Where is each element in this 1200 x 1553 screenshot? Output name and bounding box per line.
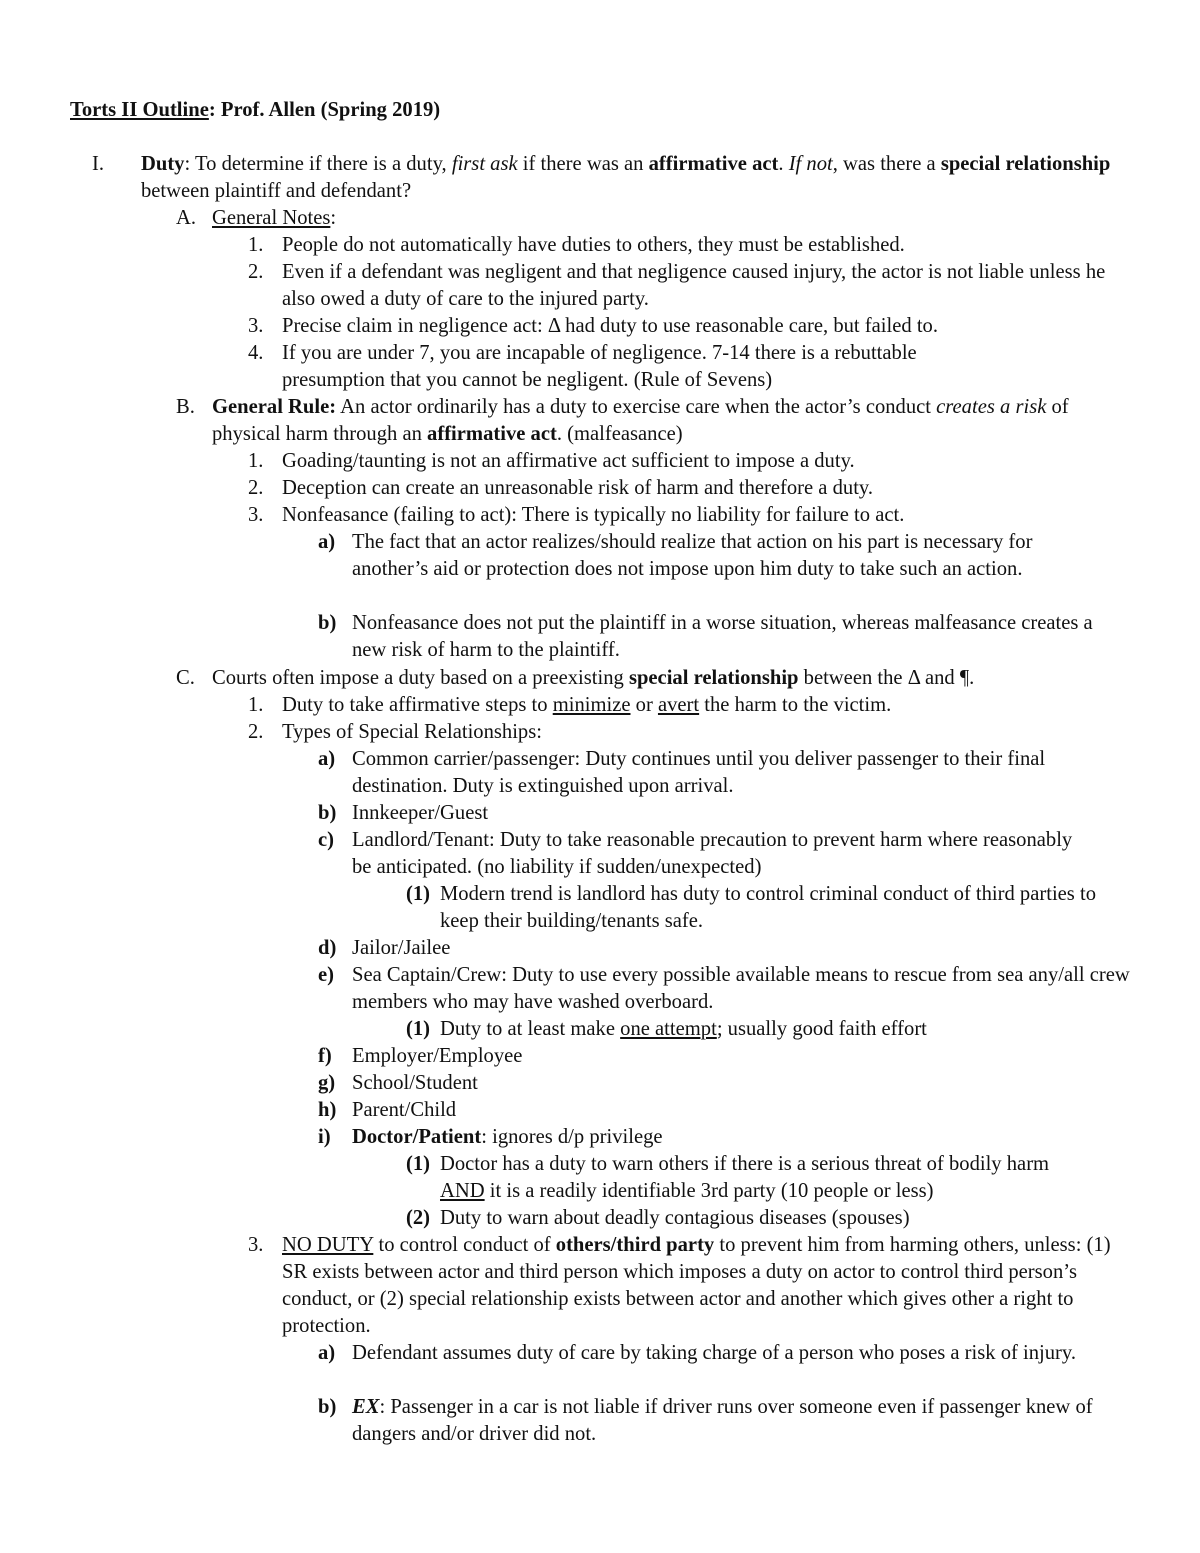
list-item: d) Jailor/Jailee: [318, 937, 451, 959]
list-item: 2. Types of Special Relationships:: [248, 721, 542, 743]
title-rest: : Prof. Allen (Spring 2019): [208, 99, 441, 121]
section-b-label: B.: [176, 396, 195, 418]
list-item: 1. People do not automatically have duties to others, they must be established.: [248, 234, 905, 256]
list-item: 2. Even if a defendant was negligent and that negligence caused injury, the actor is not liable unless he also owed a duty of care to the injured party.: [248, 261, 1106, 310]
section-a-heading: General Notes:: [212, 207, 337, 229]
list-item: b) Innkeeper/Guest: [318, 802, 489, 824]
list-item: b) EX: Passenger in a car is not liable if driver runs over someone even if passenger knew of dangers and/or driver did not.: [318, 1396, 1093, 1445]
list-item: e) Sea Captain/Crew: Duty to use every possible available means to rescue from sea any/all crew members who may have washed overboard.: [318, 964, 1130, 1013]
list-item: (1) Duty to at least make one attempt; usually good faith effort: [406, 1018, 927, 1040]
list-item: (1) Modern trend is landlord has duty to control criminal conduct of third parties to keep their building/tenants safe.: [406, 883, 1096, 932]
list-item: (1) Doctor has a duty to warn others if there is a serious threat of bodily harm AND it is a readily identifiable 3rd party (10 people or less): [406, 1153, 1050, 1202]
list-item: 3. Nonfeasance (failing to act): There is typically no liability for failure to act.: [248, 504, 905, 526]
list-item: a) Common carrier/passenger: Duty continues until you deliver passenger to their final destination. Duty is extinguished upon arrival.: [318, 748, 1046, 797]
section-a: [176, 205, 1132, 232]
page-title: [70, 96, 440, 124]
section-c: [176, 665, 1132, 692]
section-1-text: Duty: To determine if there is a duty, first ask if there was an affirmative act. If not, was there a special relationship between plaintiff and defendant?: [141, 153, 1111, 202]
list-item: 2. Deception can create an unreasonable risk of harm and therefore a duty.: [248, 477, 874, 499]
section-1-label: I.: [92, 153, 105, 175]
section-b: [176, 394, 1132, 448]
section-1: [92, 151, 1132, 205]
list-item: 4. If you are under 7, you are incapable of negligence. 7-14 there is a rebuttable presumption that you cannot be negligent. (Rule of Sevens): [248, 342, 917, 391]
list-item: f) Employer/Employee: [318, 1045, 523, 1067]
section-c-label: C.: [176, 667, 195, 689]
list-item: a) The fact that an actor realizes/should realize that action on his part is necessary for another’s aid or protection does not impose upon him duty to take such an action.: [318, 531, 1033, 580]
list-item: (2) Duty to warn about deadly contagious diseases (spouses): [406, 1207, 910, 1229]
list-item: 1. Goading/taunting is not an affirmative act sufficient to impose a duty.: [248, 450, 855, 472]
list-item: g) School/Student: [318, 1072, 478, 1094]
list-item: 3. Precise claim in negligence act: Δ had duty to use reasonable care, but failed to.: [248, 315, 938, 337]
list-item: 3. NO DUTY to control conduct of others/third party to prevent him from harming others, unless: (1) SR exists between actor and third person which imposes a duty on actor to control third person’s conduct, or (2) special relationship exists between actor and another which gives other a right to protection.: [248, 1234, 1111, 1337]
title-underlined: Torts II Outline: [70, 99, 209, 121]
list-item: i) Doctor/Patient: ignores d/p privilege: [318, 1126, 663, 1148]
list-item: c) Landlord/Tenant: Duty to take reasonable precaution to prevent harm where reasonably be anticipated. (no liability if sudden/unexpected): [318, 829, 1073, 878]
section-b-text: General Rule: An actor ordinarily has a duty to exercise care when the actor’s conduct creates a risk of physical harm through an affirmative act. (malfeasance): [212, 396, 1069, 445]
list-item: 1. Duty to take affirmative steps to minimize or avert the harm to the victim.: [248, 694, 892, 716]
list-item: b) Nonfeasance does not put the plaintiff in a worse situation, whereas malfeasance creates a new risk of harm to the plaintiff.: [318, 612, 1093, 661]
list-item: h) Parent/Child: [318, 1099, 457, 1121]
section-c-text: Courts often impose a duty based on a preexisting special relationship between the Δ and ¶.: [212, 667, 975, 689]
list-item: a) Defendant assumes duty of care by taking charge of a person who poses a risk of injury.: [318, 1342, 1077, 1364]
section-a-label: A.: [176, 207, 197, 229]
